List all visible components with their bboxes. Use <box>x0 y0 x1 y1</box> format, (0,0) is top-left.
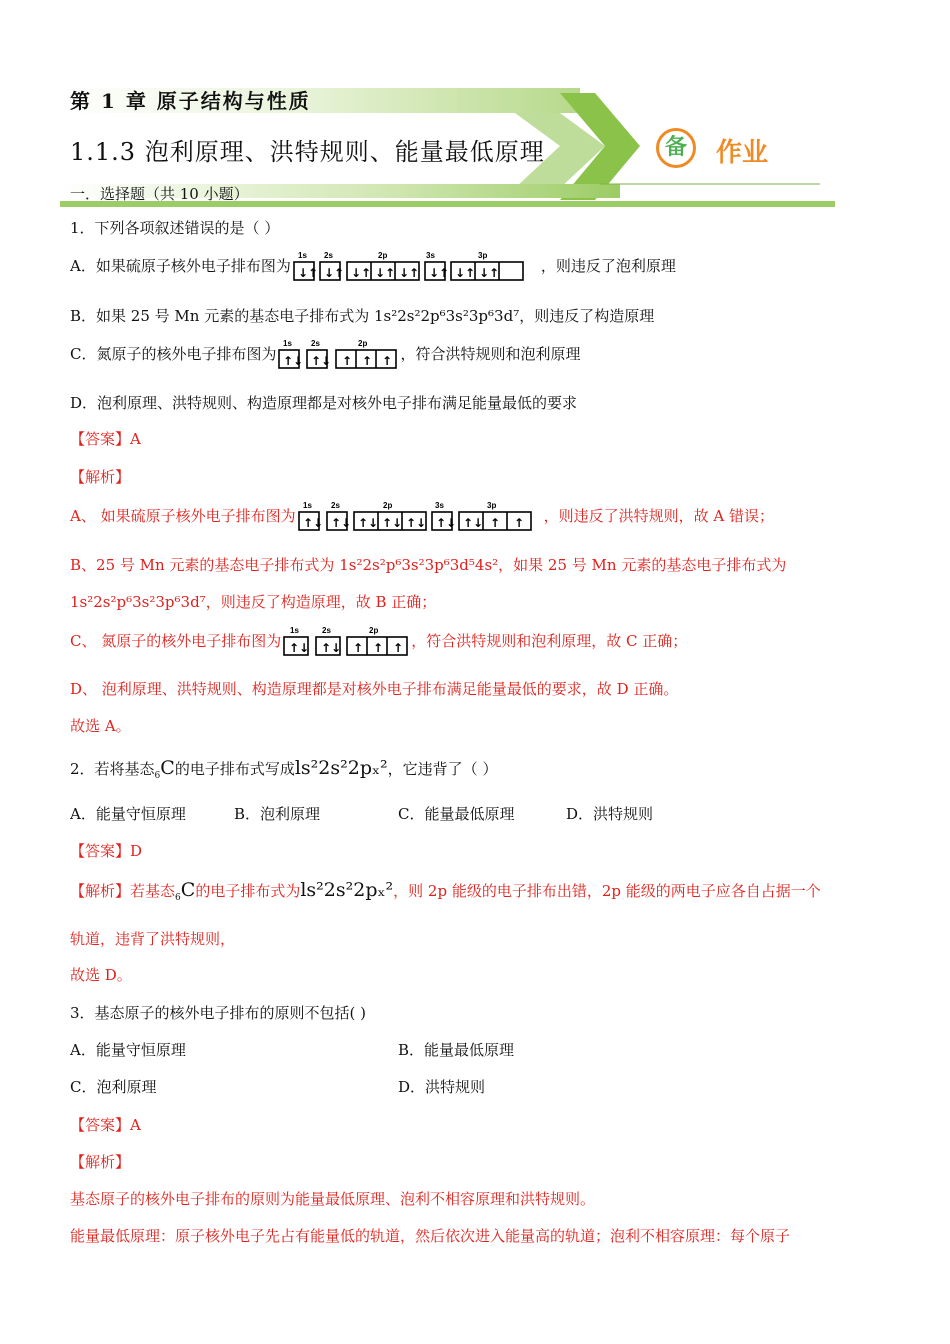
nitrogen-orbital-diagram <box>276 338 400 372</box>
svg-text:↓↑: ↓↑ <box>428 266 449 280</box>
q3-option-d: D．洪特规则 <box>398 1078 486 1096</box>
svg-text:↑: ↑ <box>373 641 384 655</box>
q2-formula: ls²2s²2pₓ² <box>294 757 388 779</box>
q2-stem-text: 2．若将基态 <box>70 760 155 778</box>
q3-analysis-label: 【解析】 <box>70 1153 131 1171</box>
q2-element-symbol: C <box>160 757 175 779</box>
q3-option-c: C．泡利原理 <box>70 1078 157 1096</box>
q2-explain <box>70 880 821 901</box>
nitrogen-orbital-svg <box>276 338 400 372</box>
svg-text:↑: ↑ <box>342 354 353 368</box>
q2-option-a: A．能量守恒原理 <box>70 805 186 823</box>
svg-text:2s: 2s <box>322 626 332 635</box>
svg-text:↑↓: ↑↓ <box>330 516 351 530</box>
lbl-2p: 2p <box>377 251 388 260</box>
q1-analysis-label: 【解析】 <box>70 468 131 486</box>
q1-explain-a <box>70 500 774 534</box>
q2-option-d: D．洪特规则 <box>566 805 654 823</box>
svg-text:1s: 1s <box>302 501 312 510</box>
q1-option-a <box>70 250 676 284</box>
svg-text:1s: 1s <box>283 339 293 348</box>
svg-text:2p: 2p <box>382 501 392 510</box>
svg-text:↑: ↑ <box>489 516 500 530</box>
svg-text:↓↑: ↓↑ <box>454 266 475 280</box>
q1-option-b: B．如果 25 号 Mn 元素的基态电子排布式为 1s²2s²2p⁶3s²3p⁶3d⁷，则违反了构造原理 <box>70 307 655 325</box>
q1-explain-c-tail: ，符合洪特规则和泡利原理，故 C 正确； <box>411 632 688 650</box>
chapter-title: 第 1 章 原子结构与性质 <box>70 89 311 113</box>
svg-text:↑↓: ↑↓ <box>357 516 378 530</box>
svg-text:↑: ↑ <box>353 641 364 655</box>
q1-stem: 1．下列各项叙述错误的是（ ） <box>70 219 280 237</box>
sulfur-orbital-diagram <box>291 250 541 284</box>
sulfur-orbital-diagram-2 <box>296 500 544 534</box>
q1-option-d: D．泡利原理、洪特规则、构造原理都是对核外电子排布满足能量最低的要求 <box>70 394 578 412</box>
svg-text:↑: ↑ <box>382 354 393 368</box>
q2-explain-tail: ，则 2p 能级的电子排布出错，2p 能级的两电子应各自占据一个 <box>393 882 821 900</box>
q1-explain-b2: 1s²2s²p⁶3s²3p⁶3d⁷，则违反了构造原理，故 B 正确； <box>70 593 437 611</box>
badge-text: 作业 <box>716 138 769 168</box>
q2-conclusion: 故选 D。 <box>70 966 132 984</box>
svg-text:↑↓: ↑↓ <box>302 516 323 530</box>
q3-option-a: A．能量守恒原理 <box>70 1041 186 1059</box>
svg-text:2s: 2s <box>330 501 340 510</box>
q1-option-a-tail: ，则违反了泡利原理 <box>540 257 676 275</box>
q1-explain-a-tail: ，则违反了洪特规则，故 A 错误； <box>543 507 774 525</box>
q1-explain-c-text: C、 氮原子的核外电子排布图为 <box>70 632 282 650</box>
q1-explain-d: D、 泡利原理、洪特规则、构造原理都是对核外电子排布满足能量最低的要求，故 D 正确。 <box>70 680 679 698</box>
svg-text:2p: 2p <box>358 339 368 348</box>
sulfur-orbital-svg <box>291 250 541 284</box>
svg-text:↓↑: ↓↑ <box>297 266 318 280</box>
svg-text:↑: ↑ <box>362 354 373 368</box>
nitrogen-orbital-diagram-2 <box>281 625 411 659</box>
svg-text:↑: ↑ <box>513 516 524 530</box>
svg-text:2p: 2p <box>369 626 379 635</box>
svg-text:1s: 1s <box>290 626 300 635</box>
q1-explain-b1: B、25 号 Mn 元素的基态电子排布式为 1s²2s²p⁶3s²3p⁶3d⁵4s²，如果 25 号 Mn 元素的基态电子排布式为 <box>70 556 787 574</box>
svg-text:↑↓: ↑↓ <box>289 641 310 655</box>
q3-option-b: B．能量最低原理 <box>398 1041 515 1059</box>
svg-text:3s: 3s <box>434 501 444 510</box>
q2-stem-tail: ，它违背了（ ） <box>387 760 498 778</box>
q2-explain-symbol: C <box>180 879 196 901</box>
svg-text:↑↓: ↑↓ <box>435 516 456 530</box>
svg-text:↑: ↑ <box>393 641 404 655</box>
svg-text:↓↑: ↓↑ <box>398 266 419 280</box>
q1-conclusion: 故选 A。 <box>70 717 131 735</box>
svg-text:↓↑: ↓↑ <box>350 266 371 280</box>
q2-stem <box>70 758 497 779</box>
svg-text:2s: 2s <box>311 339 321 348</box>
svg-text:↓↑: ↓↑ <box>323 266 344 280</box>
svg-text:↓↑: ↓↑ <box>374 266 395 280</box>
sulfur-orbital-svg-2 <box>296 500 544 534</box>
part-heading: 一．选择题（共 10 小题） <box>70 185 249 203</box>
q1-option-c <box>70 338 581 372</box>
q2-explain-formula: ls²2s²2pₓ² <box>300 879 394 901</box>
q2-explain-text: 若基态 <box>130 882 176 900</box>
svg-text:↑↓: ↑↓ <box>311 354 332 368</box>
section-title: 1.1.3 泡利原理、洪特规则、能量最低原理 <box>70 138 545 166</box>
q2-option-b: B．泡利原理 <box>234 805 321 823</box>
svg-text:↑↓: ↑↓ <box>405 516 426 530</box>
q1-answer: 【答案】A <box>70 430 141 448</box>
q3-stem: 3．基态原子的核外电子排布的原则不包括( ) <box>70 1004 367 1022</box>
q1-explain-a-text: A、 如果硫原子核外电子排布图为 <box>70 507 296 525</box>
q1-option-a-text: A．如果硫原子核外电子排布图为 <box>70 257 291 275</box>
q1-option-c-tail: ，符合洪特规则和泡利原理 <box>400 345 581 363</box>
svg-text:↑↓: ↑↓ <box>283 354 304 368</box>
svg-text:↑↓: ↑↓ <box>381 516 402 530</box>
svg-text:↑↓: ↑↓ <box>321 641 342 655</box>
q2-option-c: C．能量最低原理 <box>398 805 515 823</box>
lbl-2s: 2s <box>323 251 333 260</box>
lbl-1s: 1s <box>297 251 307 260</box>
nitrogen-orbital-svg-2 <box>281 625 411 659</box>
q2-explain-atomic-number: 6 <box>175 893 181 903</box>
svg-text:↓↑: ↓↑ <box>478 266 499 280</box>
q1-option-c-text: C．氮原子的核外电子排布图为 <box>70 345 277 363</box>
svg-text:↑↓: ↑↓ <box>462 516 483 530</box>
badge-icon <box>656 128 696 168</box>
q2-explain-mid: 的电子排布式为 <box>195 882 301 900</box>
q3-explain-1: 基态原子的核外电子排布的原则为能量最低原理、泡利不相容原理和洪特规则。 <box>70 1190 596 1208</box>
lbl-3p: 3p <box>477 251 488 260</box>
q2-atomic-number: 6 <box>154 771 161 781</box>
q2-answer: 【答案】D <box>70 842 143 860</box>
lbl-3s: 3s <box>425 251 435 260</box>
q2-stem-mid: 的电子排布式写成 <box>174 760 295 778</box>
q1-explain-c <box>70 625 687 659</box>
q2-explain-line2: 轨道，违背了洪特规则， <box>70 930 236 948</box>
q3-explain-2: 能量最低原理：原子核外电子先占有能量低的轨道，然后依次进入能量高的轨道；泡利不相容原理：每个原子 <box>70 1227 791 1245</box>
svg-text:3p: 3p <box>486 501 496 510</box>
q3-answer: 【答案】A <box>70 1116 141 1134</box>
q2-analysis-label: 【解析】 <box>70 882 131 900</box>
badge-char: 备 <box>664 135 687 160</box>
